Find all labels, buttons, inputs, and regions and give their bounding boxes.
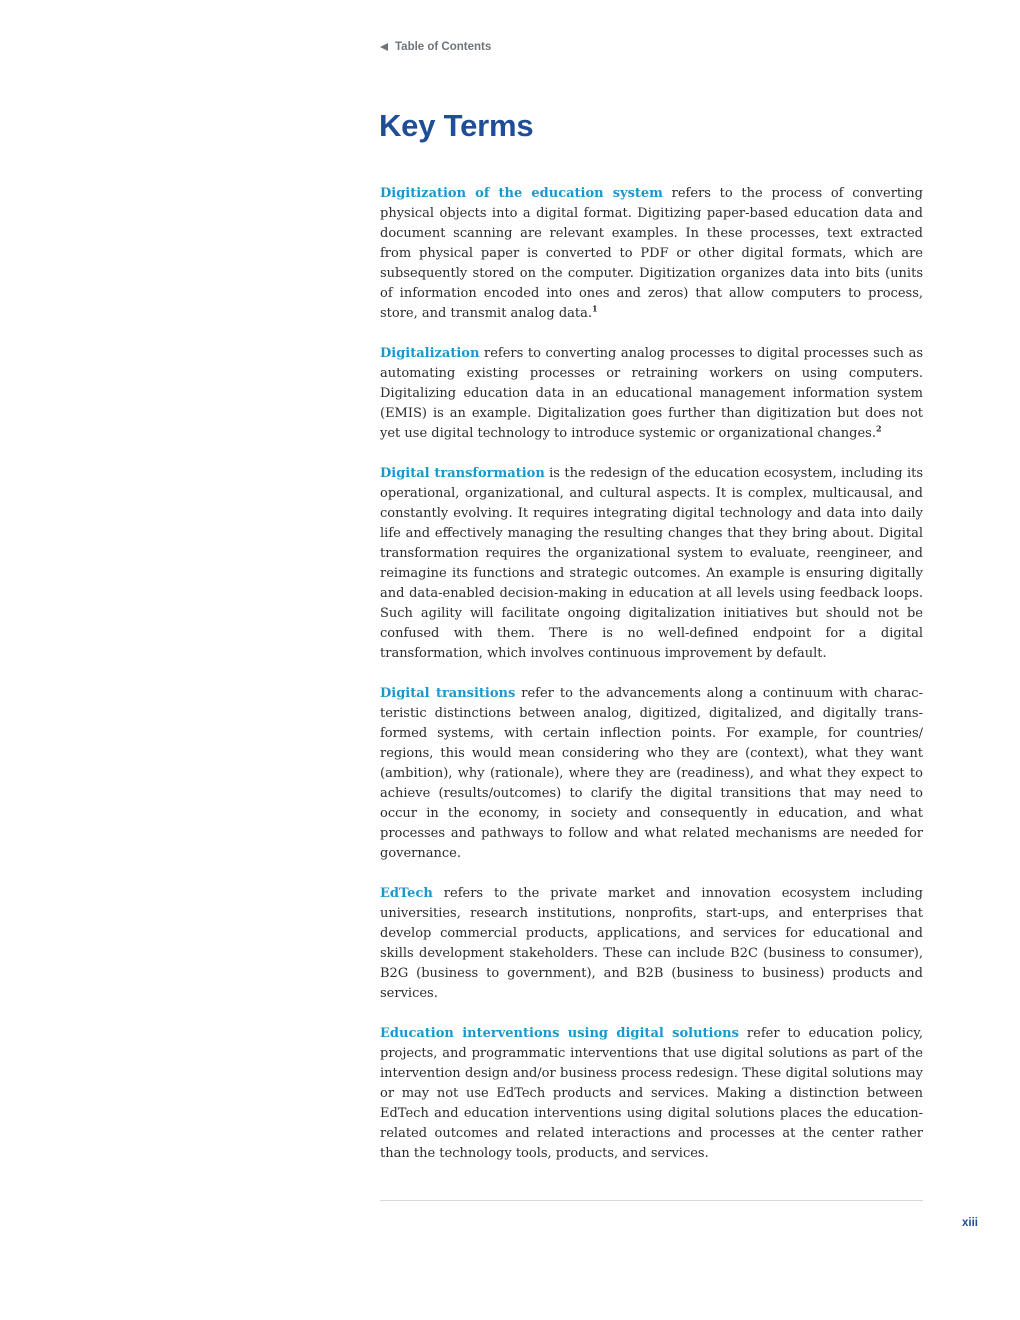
term-definition: refers to converting analog processes to digital processes such as automating existing processes or retraining workers on using computers. Digitalizing education data in an educational management information system (EMIS) is an example. Digitalization goes further than digitization but does not yet use digital technology to introduce systemic or organizational changes. [380, 346, 923, 441]
term-name: Digital transformation [380, 466, 545, 481]
term-education-interventions [380, 1024, 923, 1164]
term-name: Education interventions using digital solutions [380, 1026, 739, 1041]
term-name: Digitalization [380, 346, 480, 361]
footnote-marker[interactable]: 2 [875, 423, 882, 434]
back-arrow-icon [380, 43, 388, 51]
term-name: Digital transitions [380, 686, 516, 701]
term-digital-transitions [380, 684, 923, 864]
table-of-contents-link[interactable] [380, 41, 491, 53]
key-terms-list [380, 184, 923, 1184]
footnote-marker[interactable]: 1 [592, 303, 598, 314]
term-name: Digitization of the education system [380, 186, 663, 201]
footer-divider [380, 1200, 923, 1201]
term-digital-transformation [380, 464, 923, 664]
term-name: EdTech [380, 886, 433, 901]
page-number: xiii [962, 1217, 978, 1229]
table-of-contents-label: Table of Contents [395, 41, 492, 53]
term-edtech [380, 884, 923, 1004]
term-definition: refer to the advancements along a continuum with characteristic distinctions between analog, digitized, digitalized, and digitally transformed systems, with certain inflection points. For example, for countries/ regions, this would mean considering who they are (context), what they want (ambition), why (rationale), where they are (readiness), and what they expect to achieve (results/outcomes) to clarify the digital transitions that may need to occur in the economy, in society and consequently in education, and what processes and pathways to follow and what related mechanisms are needed for governance. [380, 686, 923, 861]
term-definition: refers to the private market and innovation ecosystem including universities, research institutions, nonprofits, start-ups, and enterprises that develop commercial products, applications, and services for educational and skills development stakeholders. These can include B2C (business to consumer), B2G (business to government), and B2B (business to business) products and services. [380, 886, 923, 1001]
page-title: Key Terms [379, 108, 534, 143]
term-definition: refers to the process of converting physical objects into a digital format. Digitizing paper-based education data and document scanning are relevant examples. In these processes, text extracted from physical paper is converted to PDF or other digital formats, which are subsequently stored on the computer. Digitization organizes data into bits (units of information encoded into ones and zeros) that allow computers to process, store, and transmit analog data. [380, 186, 924, 321]
term-digitization [380, 184, 923, 324]
term-definition: refer to education policy, projects, and programmatic interventions that use digital solutions as part of the intervention design and/or business process redesign. These digital solutions may or may not use EdTech products and services. Making a distinction between EdTech and education interventions using digital solutions places the education-related outcomes and related interactions and processes at the center rather than the technology tools, products, and services. [380, 1026, 923, 1161]
term-definition: is the redesign of the education ecosystem, including its operational, organizational, and cultural aspects. It is complex, multicausal, and constantly evolving. It requires integrating digital technology and data into daily life and effectively managing the resulting changes that they bring about. Digital transformation requires the organizational system to evaluate, reengineer, and reimagine its functions and strategic outcomes. An example is ensuring digitally and data-enabled decision-making in education at all levels using feedback loops. Such agility will facilitate ongoing digitalization initiatives but should not be confused with them. There is no well-defined endpoint for a digital transformation, which involves continuous improvement by default. [380, 466, 923, 661]
term-digitalization [380, 344, 923, 444]
